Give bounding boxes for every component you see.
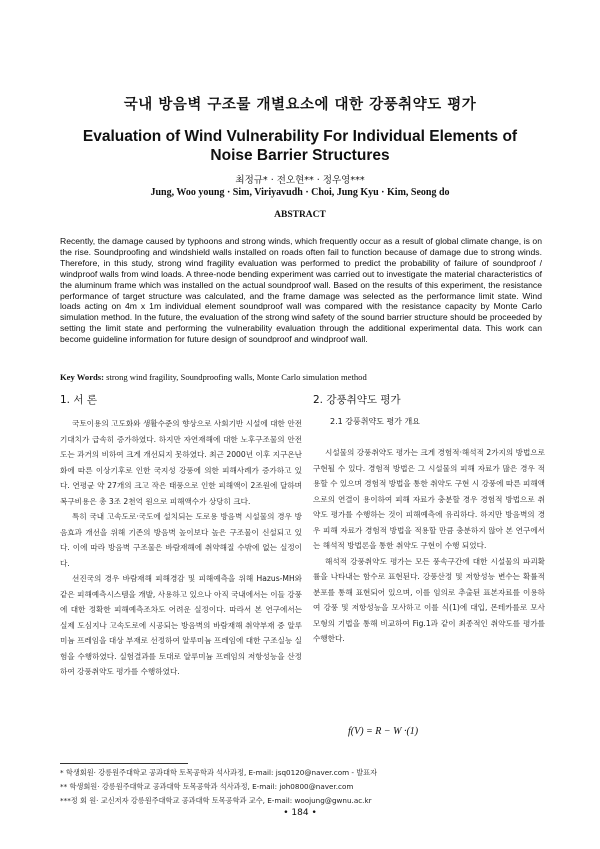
authors-english: Jung, Woo young · Sim, Viriyavudh · Choi, Jung Kyu · Kim, Seong do — [150, 187, 450, 198]
footnote-author-2: ** 학생회원· 강릉원주대학교 공과대학 토목공학과 석사과정, E-mail: joh0800@naver.com — [60, 782, 354, 791]
section-2-paragraph: 해석적 강풍취약도 평가는 모든 풍속구간에 대한 시설물의 파괴확률을 나타내는 함수로 표현된다. 강풍산정 및 저항성능 변수는 확률적 분포를 통해 표현되어 있으며, 이를 임의로 추출된 표본자료를 이용하여 강풍 및 저항성능을 모사하고 이를 식(1)에 대입, 몬테카를로 모사모형의 기법을 통해 비교하여 Fig.1과 같이 최종적인 취약도를 평가를 수행한다. — [313, 556, 545, 643]
section-1-paragraph: 국토이용의 고도화와 생활수준의 향상으로 사회기반 시설에 대한 안전 기대치가 급속히 증가하였다. 하지만 자연재해에 대한 노후구조물의 안전도는 과거의 비하여 크게 개선되지 못하였다. 최근 2000년 이후 지구온난화에 따른 이상기후로 인한 국지성 강풍에 의한 피해사례가 증가하고 있다. 연평균 약 27개의 크고 작은 태풍으로 인한 피해액이 2조원에 달하며 복구비용은 총 3조 2천억 원으로 피해액수가 상당히 크다. — [60, 419, 302, 506]
authors-korean: 최정규* · 전오현** · 정우영*** — [235, 175, 365, 186]
footnote-author-1: * 학생회원· 강릉원주대학교 공과대학 토목공학과 석사과정, E-mail: jsq0120@naver.com - 발표자 — [60, 768, 378, 777]
section-1-paragraph: 선진국의 경우 바람재해 피해경감 및 피해예측을 위해 Hazus-MH와 같은 피해예측시스템을 개발, 사용하고 있으나 아직 국내에서는 이들 강풍에 대한 정확한 피해예측조차도 어려운 실정이다. 따라서 본 연구에서는 실제 도심지나 고속도로에 시공되는 방음벽의 바람재해 취약부재 중 알루미늄 프레임을 대상 부재로 선정하여 알루미늄 프레임에 대한 구조실능 실험을 수행하였다. 실험결과를 토대로 알루미늄 프레임의 저항성능을 산정하여 강풍취약도 평가를 수행하였다. — [60, 574, 302, 676]
footnote-author-3: ***정 회 원· 교신저자 강릉원주대학교 공과대학 토목공학과 교수, E-mail: woojung@gwnu.ac.kr — [60, 796, 372, 805]
section-1-paragraph: 특히 국내 고속도로·국도에 설치되는 도로용 방음벽 시설물의 경우 방음효과 개선을 위해 기존의 방음벽 높이보다 높은 구조물이 신설되고 있다. 이에 따라 방음벽 구조물은 바람재해에 취약해질 수밖에 없는 실정이다. — [60, 512, 302, 568]
section-2-heading: 2. 강풍취약도 평가 — [313, 394, 401, 406]
keywords-label: Key Words: — [60, 372, 105, 382]
equation-1: f(V) = R − W ·(1) — [348, 726, 419, 737]
section-1-heading: 1. 서 론 — [60, 394, 97, 406]
footnote-divider — [60, 763, 188, 764]
section-2-body — [313, 445, 545, 647]
keywords-list: strong wind fragility, Soundproofing walls, Monte Carlo simulation method — [106, 372, 367, 382]
paper-title-korean: 국내 방음벽 구조물 개별요소에 대한 강풍취약도 평가 — [123, 97, 477, 113]
page-number: • 184 • — [283, 808, 317, 818]
section-1-body — [60, 416, 302, 680]
paper-title-english: Evaluation of Wind Vulnerability For Individual Elements of Noise Barrier Structures — [82, 128, 518, 164]
keywords — [60, 372, 542, 382]
abstract-text: Recently, the damage caused by typhoons and strong winds, which frequently occur as a result of global climate change, is on the rise. Soundproofing and windshield walls installed on roads often fail to function because of damage due to strong winds. Therefore, in this study, strong wind fragility evaluation was performed to predict the probability of failure of soundproof / windproof walls from wind loads. A three-node bending experiment was carried out to investigate the material characteristics of the aluminum frame which was installed on the actual soundproof wall. Based on the results of this experiment, the resistance performance of target structure was calculated, and the frame damage was selected as the performance limit state. Wind loads acting on 4m x 1m individual element soundproof wall was compared with the resistance capacity by Monte Carlo simulation method. In the future, the evaluation of the strong wind safety of the sound barrier structure should be proceeded by setting the limit state and performing the vulnerability evaluation through the additional experimental data. This work can become guideline information for future design of soundproof and windproof wall. — [60, 236, 542, 345]
abstract-heading: ABSTRACT — [274, 210, 326, 220]
section-2-1-subheading: 2.1 강풍취약도 평가 개요 — [330, 417, 420, 426]
section-2-paragraph: 시설물의 강풍취약도 평가는 크게 경험적·해석적 2가지의 방법으로 구현될 수 있다. 경험적 방법은 그 시설물의 피해 자료가 많은 경우 적용할 수 있으며 경험적 방법을 통한 취약도 구현 시 강풍에 따른 피해액으로의 연결이 용이하여 피해 자료가 충분할 경우 경험적 방법으로 취약도 평가를 수행하는 것이 피해예측에 유리하다. 하지만 방음벽의 경우 피해 자료가 경험적 방법을 적용할 만큼 충분하지 않아 본 연구에서는 해석적 방법론을 통한 취약도 구현이 수행 되었다. — [313, 448, 545, 550]
